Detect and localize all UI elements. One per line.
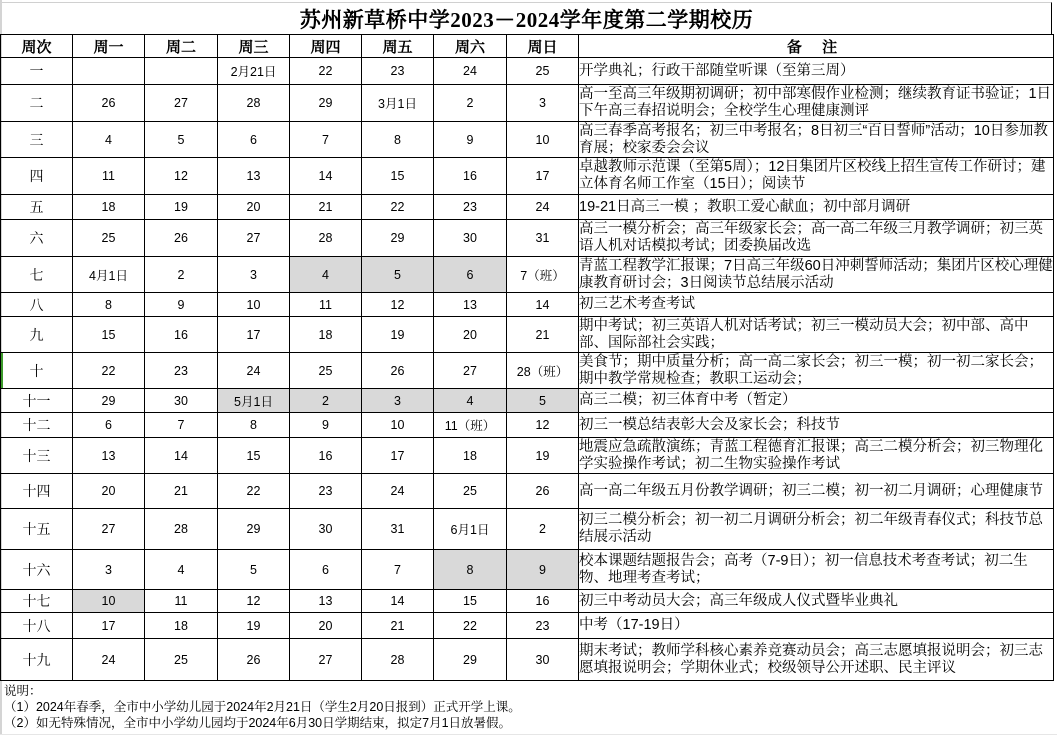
day-cell-sunday[interactable]: 2: [507, 509, 579, 550]
day-cell-thursday[interactable]: 7: [290, 122, 362, 158]
day-cell-monday[interactable]: 10: [73, 590, 145, 613]
day-cell-monday[interactable]: 22: [73, 353, 145, 389]
remarks-cell[interactable]: 青蓝工程教学汇报课；7日高三年级60日冲刺誓师活动；集团片区校心理健康教育研讨会；3日阅读节总结展示活动: [579, 257, 1053, 291]
calendar-body: [1, 58, 1054, 681]
day-cell-monday[interactable]: 3: [73, 550, 145, 590]
day-cell-saturday[interactable]: 18: [434, 438, 507, 474]
day-cell-thursday[interactable]: 28: [290, 220, 362, 257]
day-cell-friday[interactable]: 31: [362, 509, 434, 550]
day-cell-monday[interactable]: 24: [73, 639, 145, 681]
day-cell-sunday[interactable]: 10: [507, 122, 579, 158]
week-number-cell[interactable]: 十九: [1, 639, 73, 681]
header-row: [1, 35, 1054, 58]
day-cell-thursday[interactable]: 16: [290, 438, 362, 474]
week-number-cell[interactable]: 十三: [1, 438, 73, 474]
day-cell-friday[interactable]: 5: [362, 257, 434, 293]
day-cell-monday[interactable]: 4月1日: [73, 257, 145, 293]
day-cell-thursday[interactable]: 29: [290, 85, 362, 122]
day-cell-sunday[interactable]: 19: [507, 438, 579, 474]
day-cell-thursday[interactable]: 4: [290, 257, 362, 293]
day-cell-sunday[interactable]: 3: [507, 85, 579, 122]
day-cell-saturday[interactable]: 20: [434, 317, 507, 353]
remarks-cell[interactable]: 期中考试；初三英语人机对话考试；初三一模动员大会；初中部、高中部、国际部社会实践；: [579, 317, 1054, 353]
week-number-cell[interactable]: 五: [1, 195, 73, 220]
day-cell-friday[interactable]: 29: [362, 220, 434, 257]
day-cell-monday[interactable]: 29: [73, 389, 145, 413]
remarks-cell[interactable]: 中考（17-19日）: [579, 613, 1054, 639]
day-cell-tuesday[interactable]: 21: [145, 474, 218, 509]
day-cell-monday[interactable]: 17: [73, 613, 145, 639]
day-cell-saturday[interactable]: 15: [434, 590, 507, 613]
day-cell-monday[interactable]: 15: [73, 317, 145, 353]
day-cell-tuesday[interactable]: 19: [145, 195, 218, 220]
day-cell-friday[interactable]: 22: [362, 195, 434, 220]
day-cell-tuesday[interactable]: 28: [145, 509, 218, 550]
day-cell-friday[interactable]: 10: [362, 413, 434, 438]
remarks-cell[interactable]: 高三春季高考报名；初三中考报名；8日初三“百日誓师”活动；10日参加教育展；校家委会会议: [579, 122, 1054, 158]
remarks-cell[interactable]: 初三中考动员大会；高三年级成人仪式暨毕业典礼: [579, 590, 1054, 613]
remarks-cell[interactable]: 校本课题结题报告会；高考（7-9日）；初一信息技术考查考试；初二生物、地理考查考试；: [579, 550, 1054, 590]
day-cell-tuesday[interactable]: 30: [145, 389, 218, 413]
remarks-cell[interactable]: 高三二模；初三体育中考（暂定）: [579, 389, 1054, 413]
remarks-cell[interactable]: 19-21日高三一模 ；教职工爱心献血；初中部月调研: [579, 195, 1054, 220]
day-cell-friday[interactable]: 8: [362, 122, 434, 158]
day-cell-saturday[interactable]: 8: [434, 550, 507, 590]
day-cell-sunday[interactable]: 28（班）: [507, 353, 579, 389]
header-sunday[interactable]: 周日: [507, 35, 579, 58]
week-row: [1, 474, 1054, 509]
week-row: [1, 613, 1054, 639]
day-cell-wednesday[interactable]: 20: [218, 195, 290, 220]
day-cell-friday[interactable]: 24: [362, 474, 434, 509]
day-cell-friday[interactable]: 19: [362, 317, 434, 353]
day-cell-saturday[interactable]: 30: [434, 220, 507, 257]
day-cell-monday[interactable]: 25: [73, 220, 145, 257]
day-cell-monday[interactable]: 8: [73, 293, 145, 317]
week-number-cell[interactable]: 二: [1, 85, 73, 122]
day-cell-friday[interactable]: 12: [362, 293, 434, 317]
day-cell-saturday[interactable]: 23: [434, 195, 507, 220]
day-cell-friday[interactable]: 17: [362, 438, 434, 474]
day-cell-thursday[interactable]: 23: [290, 474, 362, 509]
page-title: 苏州新草桥中学2023－2024学年度第二学期校历: [299, 7, 754, 32]
day-cell-thursday[interactable]: 6: [290, 550, 362, 590]
header-tuesday[interactable]: 周二: [145, 35, 218, 58]
header-monday[interactable]: 周一: [73, 35, 145, 58]
day-cell-tuesday[interactable]: 25: [145, 639, 218, 681]
week-row: [1, 257, 1054, 293]
day-cell-tuesday[interactable]: 27: [145, 85, 218, 122]
week-row: [1, 509, 1054, 550]
day-cell-sunday[interactable]: 21: [507, 317, 579, 353]
day-cell-sunday[interactable]: 26: [507, 474, 579, 509]
remarks-cell[interactable]: 美食节；期中质量分析；高一高二家长会；初三一模；初一初二家长会；期中教学常规检查；教职工运动会；: [579, 353, 1054, 389]
remarks-cell[interactable]: 高一至高三年级期初调研；初中部寒假作业检测；继续教育证书验证；1日下午高三春招说明会；全校学生心理健康测评: [579, 85, 1054, 122]
week-number-cell[interactable]: 十二: [1, 413, 73, 438]
day-cell-saturday[interactable]: 24: [434, 58, 507, 85]
day-cell-tuesday[interactable]: 5: [145, 122, 218, 158]
day-cell-saturday[interactable]: 6: [434, 257, 507, 293]
day-cell-sunday[interactable]: 14: [507, 293, 579, 317]
day-cell-tuesday[interactable]: 7: [145, 413, 218, 438]
day-cell-sunday[interactable]: 9: [507, 550, 579, 590]
day-cell-friday[interactable]: 7: [362, 550, 434, 590]
day-cell-monday[interactable]: 11: [73, 158, 145, 195]
day-cell-friday[interactable]: 23: [362, 58, 434, 85]
week-row: [1, 413, 1054, 438]
header-remarks[interactable]: 备 注: [579, 35, 1054, 58]
day-cell-sunday[interactable]: 17: [507, 158, 579, 195]
day-cell-saturday[interactable]: 9: [434, 122, 507, 158]
day-cell-wednesday[interactable]: 27: [218, 220, 290, 257]
remarks-cell[interactable]: 初三艺术考查考试: [579, 293, 1054, 317]
day-cell-sunday[interactable]: 31: [507, 220, 579, 257]
day-cell-saturday[interactable]: 11（班）: [434, 413, 507, 438]
day-cell-wednesday[interactable]: 3: [218, 257, 290, 293]
day-cell-tuesday[interactable]: 9: [145, 293, 218, 317]
week-number-cell[interactable]: 七: [1, 257, 73, 293]
week-number-cell[interactable]: 十四: [1, 474, 73, 509]
day-cell-friday[interactable]: 15: [362, 158, 434, 195]
week-number-cell[interactable]: 十: [1, 353, 73, 389]
day-cell-wednesday[interactable]: 5: [218, 550, 290, 590]
day-cell-friday[interactable]: 26: [362, 353, 434, 389]
day-cell-monday[interactable]: 27: [73, 509, 145, 550]
week-row: [1, 58, 1054, 85]
week-number-cell[interactable]: 十七: [1, 590, 73, 613]
day-cell-wednesday[interactable]: 5月1日: [218, 389, 290, 413]
day-cell-tuesday[interactable]: 12: [145, 158, 218, 195]
week-row: [1, 122, 1054, 158]
footnotes-heading[interactable]: 说明：: [4, 684, 42, 698]
day-cell-monday[interactable]: 13: [73, 438, 145, 474]
week-row: [1, 550, 1054, 590]
day-cell-wednesday[interactable]: 22: [218, 474, 290, 509]
day-cell-wednesday[interactable]: 26: [218, 639, 290, 681]
day-cell-monday[interactable]: [73, 58, 145, 85]
day-cell-thursday[interactable]: 27: [290, 639, 362, 681]
day-cell-sunday[interactable]: 25: [507, 58, 579, 85]
day-cell-friday[interactable]: 3月1日: [362, 85, 434, 122]
header-friday[interactable]: 周五: [362, 35, 434, 58]
day-cell-tuesday[interactable]: 16: [145, 317, 218, 353]
day-cell-sunday[interactable]: 24: [507, 195, 579, 220]
week-row: [1, 438, 1054, 474]
day-cell-wednesday[interactable]: 10: [218, 293, 290, 317]
week-number-cell[interactable]: 十八: [1, 613, 73, 639]
day-cell-tuesday[interactable]: 14: [145, 438, 218, 474]
day-cell-sunday[interactable]: 16: [507, 590, 579, 613]
day-cell-wednesday[interactable]: 12: [218, 590, 290, 613]
day-cell-tuesday[interactable]: 18: [145, 613, 218, 639]
day-cell-wednesday[interactable]: 6: [218, 122, 290, 158]
day-cell-monday[interactable]: 20: [73, 474, 145, 509]
day-cell-thursday[interactable]: 13: [290, 590, 362, 613]
day-cell-sunday[interactable]: 7（班）: [507, 257, 579, 293]
day-cell-wednesday[interactable]: 2月21日: [218, 58, 290, 85]
school-calendar-table: [0, 34, 1054, 681]
day-cell-thursday[interactable]: 2: [290, 389, 362, 413]
week-row: [1, 85, 1054, 122]
week-row: [1, 353, 1054, 389]
week-number-cell[interactable]: 六: [1, 220, 73, 257]
day-cell-thursday[interactable]: 22: [290, 58, 362, 85]
header-thursday[interactable]: 周四: [290, 35, 362, 58]
week-number-cell[interactable]: 八: [1, 293, 73, 317]
remarks-cell[interactable]: 卓越教师示范课（至第5周）；12日集团片区校线上招生宣传工作研讨；建立体育名师工作室（15日）；阅读节: [579, 158, 1054, 195]
day-cell-wednesday[interactable]: 19: [218, 613, 290, 639]
day-cell-saturday[interactable]: 4: [434, 389, 507, 413]
remarks-cell[interactable]: 高一高二年级五月份教学调研；初三二模；初一初二月调研；心理健康节: [579, 474, 1054, 509]
week-number-cell[interactable]: 一: [1, 58, 73, 85]
day-cell-saturday[interactable]: 2: [434, 85, 507, 122]
remarks-cell[interactable]: 初三二模分析会；初一初二月调研分析会；初二年级青春仪式；科技节总结展示活动: [579, 509, 1054, 550]
week-row: [1, 639, 1054, 681]
week-number-cell[interactable]: 十五: [1, 509, 73, 550]
remarks-cell[interactable]: 地震应急疏散演练；青蓝工程德育汇报课；高三二模分析会；初三物理化学实验操作考试；初二生物实验操作考试: [579, 438, 1054, 474]
day-cell-saturday[interactable]: 29: [434, 639, 507, 681]
day-cell-monday[interactable]: 18: [73, 195, 145, 220]
week-number-cell[interactable]: 四: [1, 158, 73, 195]
week-number-cell[interactable]: 十六: [1, 550, 73, 590]
week-number-cell[interactable]: 三: [1, 122, 73, 158]
day-cell-saturday[interactable]: 22: [434, 613, 507, 639]
footnote-item[interactable]: （1）2024年春季，全市中小学幼儿园于2024年2月21日（学生2月20日报到）正式开学上课。: [4, 700, 521, 714]
week-row: [1, 220, 1054, 257]
week-number-cell[interactable]: 九: [1, 317, 73, 353]
header-saturday[interactable]: 周六: [434, 35, 507, 58]
week-number-cell[interactable]: 十一: [1, 389, 73, 413]
day-cell-saturday[interactable]: 25: [434, 474, 507, 509]
day-cell-wednesday[interactable]: 13: [218, 158, 290, 195]
day-cell-thursday[interactable]: 30: [290, 509, 362, 550]
day-cell-wednesday[interactable]: 15: [218, 438, 290, 474]
day-cell-wednesday[interactable]: 29: [218, 509, 290, 550]
day-cell-sunday[interactable]: 12: [507, 413, 579, 438]
day-cell-friday[interactable]: 14: [362, 590, 434, 613]
remarks-cell[interactable]: 高三一模分析会；高三年级家长会；高一高二年级三月教学调研；初三英语人机对话模拟考试；团委换届改选: [579, 220, 1054, 257]
day-cell-saturday[interactable]: 27: [434, 353, 507, 389]
day-cell-sunday[interactable]: 5: [507, 389, 579, 413]
day-cell-tuesday[interactable]: 2: [145, 257, 218, 293]
day-cell-monday[interactable]: 26: [73, 85, 145, 122]
day-cell-thursday[interactable]: 21: [290, 195, 362, 220]
day-cell-wednesday[interactable]: 24: [218, 353, 290, 389]
header-week[interactable]: 周次: [1, 35, 73, 58]
day-cell-saturday[interactable]: 16: [434, 158, 507, 195]
day-cell-tuesday[interactable]: 11: [145, 590, 218, 613]
day-cell-thursday[interactable]: 14: [290, 158, 362, 195]
remarks-cell[interactable]: 初三一模总结表彰大会及家长会；科技节: [579, 413, 1054, 438]
day-cell-thursday[interactable]: 18: [290, 317, 362, 353]
footnotes: [4, 683, 521, 731]
day-cell-wednesday[interactable]: 17: [218, 317, 290, 353]
week-row: [1, 317, 1054, 353]
day-cell-thursday[interactable]: 25: [290, 353, 362, 389]
week-row: [1, 158, 1054, 195]
remarks-cell[interactable]: 开学典礼；行政干部随堂听课（至第三周）: [579, 58, 1054, 85]
day-cell-monday[interactable]: 6: [73, 413, 145, 438]
day-cell-wednesday[interactable]: 8: [218, 413, 290, 438]
day-cell-thursday[interactable]: 20: [290, 613, 362, 639]
day-cell-sunday[interactable]: 30: [507, 639, 579, 681]
title-row[interactable]: [2, 2, 1052, 34]
week-row: [1, 195, 1054, 220]
week-row: [1, 590, 1054, 613]
day-cell-tuesday[interactable]: [145, 58, 218, 85]
day-cell-sunday[interactable]: 23: [507, 613, 579, 639]
day-cell-friday[interactable]: 28: [362, 639, 434, 681]
day-cell-saturday[interactable]: 6月1日: [434, 509, 507, 550]
day-cell-tuesday[interactable]: 4: [145, 550, 218, 590]
remarks-cell[interactable]: 期末考试；教师学科核心素养竞赛动员会；高三志愿填报说明会；初三志愿填报说明会；学期休业式；校级领导公开述职、民主评议: [579, 639, 1054, 681]
day-cell-tuesday[interactable]: 26: [145, 220, 218, 257]
day-cell-thursday[interactable]: 11: [290, 293, 362, 317]
header-wednesday[interactable]: 周三: [218, 35, 290, 58]
footnote-item[interactable]: （2）如无特殊情况，全市中小学幼儿园均于2024年6月30日学期结束，拟定7月1日放暑假。: [4, 716, 512, 730]
day-cell-saturday[interactable]: 13: [434, 293, 507, 317]
week-row: [1, 293, 1054, 317]
day-cell-friday[interactable]: 3: [362, 389, 434, 413]
day-cell-monday[interactable]: 4: [73, 122, 145, 158]
day-cell-friday[interactable]: 21: [362, 613, 434, 639]
day-cell-tuesday[interactable]: 23: [145, 353, 218, 389]
week-row: [1, 389, 1054, 413]
day-cell-thursday[interactable]: 9: [290, 413, 362, 438]
day-cell-wednesday[interactable]: 28: [218, 85, 290, 122]
